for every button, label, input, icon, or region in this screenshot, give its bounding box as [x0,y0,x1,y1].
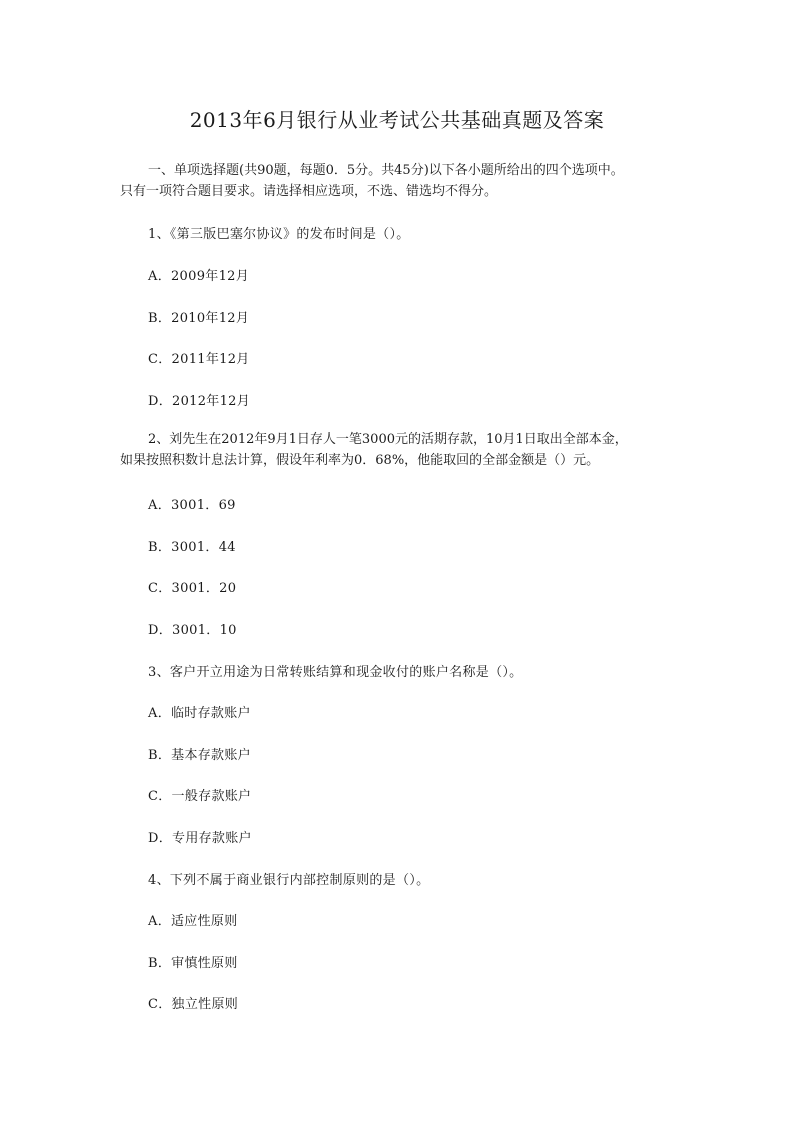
intro-line-1: 一、单项选择题(共90题，每题0．5分。共45分)以下各小题所给出的四个选项中。 [148,163,624,178]
question-1-option-a: A．2009年12月 [148,269,250,284]
question-3-option-d: D．专用存款账户 [148,831,252,846]
question-1-stem: 1、《第三版巴塞尔协议》的发布时间是（）。 [148,227,410,242]
question-1-option-b: B．2010年12月 [148,311,250,326]
question-2-stem [120,429,720,471]
question-3-option-b: B．基本存款账户 [148,748,251,763]
question-4-option-a: A．适应性原则 [148,914,238,929]
document-title: 2013年6月银行从业考试公共基础真题及答案 [189,108,605,132]
question-2-option-c: C．3001．20 [148,581,237,596]
section-intro [120,160,700,202]
question-4-option-b: B．审慎性原则 [148,956,238,971]
question-1-option-d: D．2012年12月 [148,394,251,409]
question-3-option-a: A．临时存款账户 [148,706,251,721]
question-2-stem-line-2: 如果按照积数计息法计算，假设年利率为0．68%，他能取回的全部金额是（）元。 [120,453,600,468]
question-2-option-b: B．3001．44 [148,540,236,555]
question-2-option-d: D．3001．10 [148,623,237,638]
question-2-option-a: A．3001．69 [148,498,236,513]
question-3-option-c: C．一般存款账户 [148,789,252,804]
question-4-option-c: C．独立性原则 [148,997,239,1012]
question-1-option-c: C．2011年12月 [148,352,250,367]
intro-line-2: 只有一项符合题目要求。请选择相应选项，不选、错选均不得分。 [120,184,498,199]
question-4-stem: 4、下列不属于商业银行内部控制原则的是（）。 [148,873,430,888]
question-2-stem-line-1: 2、刘先生在2012年9月1日存人一笔3000元的活期存款，10月1日取出全部本金， [148,432,628,447]
question-3-stem: 3、客户开立用途为日常转账结算和现金收付的账户名称是（）。 [148,665,523,680]
